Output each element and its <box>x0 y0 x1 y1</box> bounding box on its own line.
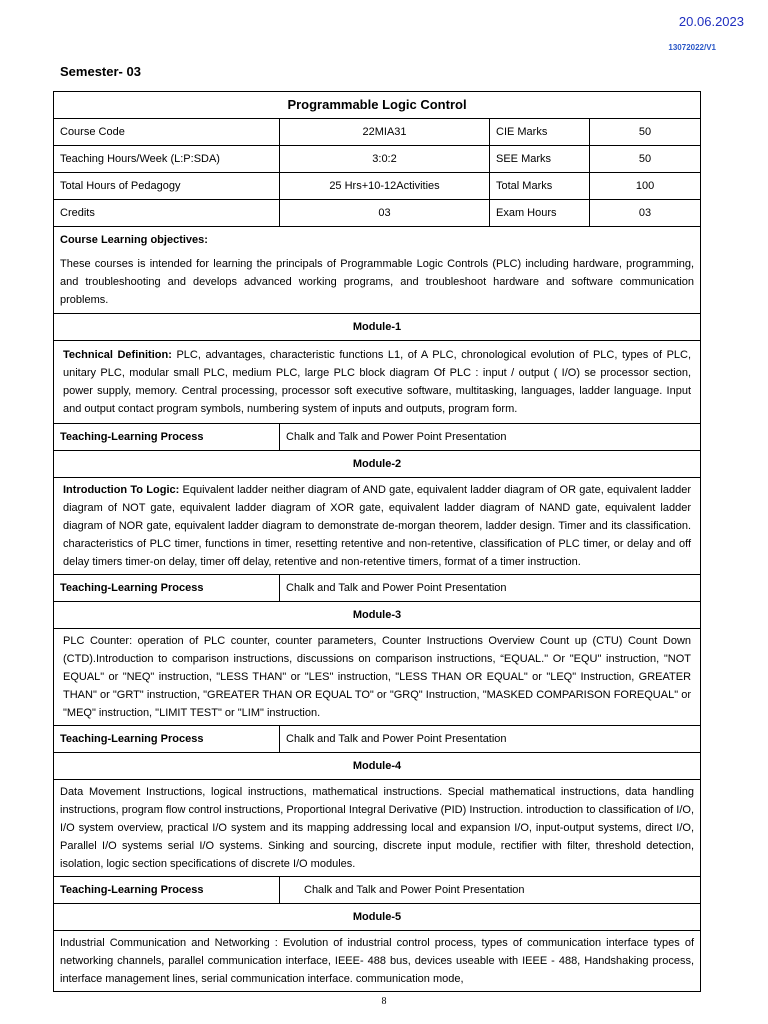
info-label-2: CIE Marks <box>490 119 590 146</box>
module-lead: Introduction To Logic: <box>63 484 180 496</box>
module-heading-row <box>54 451 701 478</box>
module-content-row <box>54 341 701 424</box>
objectives-cell <box>54 227 701 314</box>
tlp-row <box>54 726 701 753</box>
page-number: 8 <box>381 996 387 1007</box>
syllabus-table <box>53 91 701 992</box>
objectives-row <box>54 227 701 314</box>
module-content-row <box>54 478 701 575</box>
module-heading-row <box>54 753 701 780</box>
info-label: Credits <box>54 200 280 227</box>
info-row <box>54 200 701 227</box>
tlp-row <box>54 877 701 904</box>
info-label: Teaching Hours/Week (L:P:SDA) <box>54 146 280 173</box>
info-row <box>54 173 701 200</box>
module-heading: Module-1 <box>54 314 701 341</box>
tlp-label: Teaching-Learning Process <box>54 575 280 602</box>
tlp-label: Teaching-Learning Process <box>54 877 280 904</box>
tlp-value: Chalk and Talk and Power Point Presentation <box>280 726 701 753</box>
module-lead: Technical Definition: <box>63 349 172 361</box>
module-text: PLC, advantages, characteristic functions L1, of A PLC, chronological evolution of PLC, types of PLC, unitary PLC, modular small PLC, medium PLC, large PLC block diagram Of PLC : input / output ( I/O) se processor section, power supply, memory. Central processing, processor soft executive software, multitasking, languages, ladder language. Input and output contact program symbols, numbering system of inputs and outputs, program form. <box>63 349 692 415</box>
info-value-2: 100 <box>590 173 701 200</box>
info-label-2: SEE Marks <box>490 146 590 173</box>
module-heading-row <box>54 602 701 629</box>
info-value: 03 <box>280 200 490 227</box>
info-value-2: 50 <box>590 119 701 146</box>
module-content <box>54 341 701 424</box>
document-date: 20.06.2023 <box>678 14 744 29</box>
info-row <box>54 119 701 146</box>
info-value: 3:0:2 <box>280 146 490 173</box>
tlp-value: Chalk and Talk and Power Point Presentation <box>280 575 701 602</box>
module-content <box>54 780 701 877</box>
info-value: 22MIA31 <box>280 119 490 146</box>
info-row <box>54 146 701 173</box>
module-content-row <box>54 931 701 992</box>
info-value: 25 Hrs+10-12Activities <box>280 173 490 200</box>
module-text: Data Movement Instructions, logical instructions, mathematical instructions. Special mathematical instructions, data handling instructions, program flow control instructions, Proportional Integral Derivative (PID) Instruction. introduction to classification of I/O, I/O system overview, practical I/O system and its mapping addressing local and expansion I/O, input-output systems, direct I/O, Parallel I/O systems serial I/O systems. Sinking and sourcing, discrete input module, rectifier with filter, threshold detection, isolation, logic section specifications of discrete I/O modules. <box>60 786 695 870</box>
module-text: Equivalent ladder neither diagram of AND gate, equivalent ladder diagram of OR gate, equivalent ladder diagram of NOT gate, equivalent ladder diagram of XOR gate, equivalent ladder diagram of NAND gate, equivalent ladder diagram of NOR gate, equivalent ladder diagram to demonstrate de-morgan theorem, ladder design. Timer and its classification. characteristics of PLC timer, functions in timer, resetting retentive and non-retentive, classification of PLC timer, or delay and off delay timers timer-on delay, timer off delay, retentive and non-retentive timers, format of a timer instruction. <box>63 484 692 568</box>
module-text: Industrial Communication and Networking : Evolution of industrial control process, types of communication interface types of networking channels, parallel communication interface, IEEE- 488 bus, devices useable with IEEE - 488, Handshaking process, interface management lines, serial communication interface. communication mode, <box>60 937 695 985</box>
module-text: PLC Counter: operation of PLC counter, counter parameters, Counter Instructions Overview Count up (CTU) Count Down (CTD).Introduction to comparison instructions, discussions on comparison instructions, “EQUAL." Or "EQU" instruction, "NOT EQUAL" or "NEQ" instruction, "LESS THAN" or "LES" instruction, "LESS THAN OR EQUAL" or "LEQ" Instruction, GREATER THAN" or "GRT" instruction, "GREATER THAN OR EQUAL TO" or "GRQ" Instruction, "MASKED COMPARISON FOREQUAL" or "MEQ" instruction, "LIMIT TEST" or "LIM" instruction. <box>63 635 692 719</box>
module-content <box>54 478 701 575</box>
module-heading: Module-2 <box>54 451 701 478</box>
module-heading: Module-3 <box>54 602 701 629</box>
tlp-label: Teaching-Learning Process <box>54 726 280 753</box>
module-content <box>54 629 701 726</box>
module-content-row <box>54 629 701 726</box>
tlp-value: Chalk and Talk and Power Point Presentation <box>280 424 701 451</box>
info-value-2: 50 <box>590 146 701 173</box>
info-label: Course Code <box>54 119 280 146</box>
tlp-label: Teaching-Learning Process <box>54 424 280 451</box>
semester-heading: Semester- 03 <box>60 64 141 79</box>
info-value-2: 03 <box>590 200 701 227</box>
document-id: 13072022/V1 <box>668 43 716 52</box>
module-heading: Module-4 <box>54 753 701 780</box>
title-row <box>54 92 701 119</box>
tlp-row <box>54 424 701 451</box>
module-content <box>54 931 701 992</box>
objectives-heading: Course Learning objectives: <box>60 234 208 246</box>
module-heading-row <box>54 314 701 341</box>
module-heading: Module-5 <box>54 904 701 931</box>
syllabus-table-container <box>53 91 700 992</box>
info-label: Total Hours of Pedagogy <box>54 173 280 200</box>
tlp-row <box>54 575 701 602</box>
tlp-value: Chalk and Talk and Power Point Presentation <box>280 877 701 904</box>
info-label-2: Exam Hours <box>490 200 590 227</box>
info-label-2: Total Marks <box>490 173 590 200</box>
objectives-text: These courses is intended for learning the principals of Programmable Logic Controls (PLC) including hardware, programming, and troubleshooting and develops advanced working programs, and troubleshoot hardware and software communication problems. <box>60 258 695 306</box>
module-content-row <box>54 780 701 877</box>
module-heading-row <box>54 904 701 931</box>
course-title: Programmable Logic Control <box>54 92 701 119</box>
